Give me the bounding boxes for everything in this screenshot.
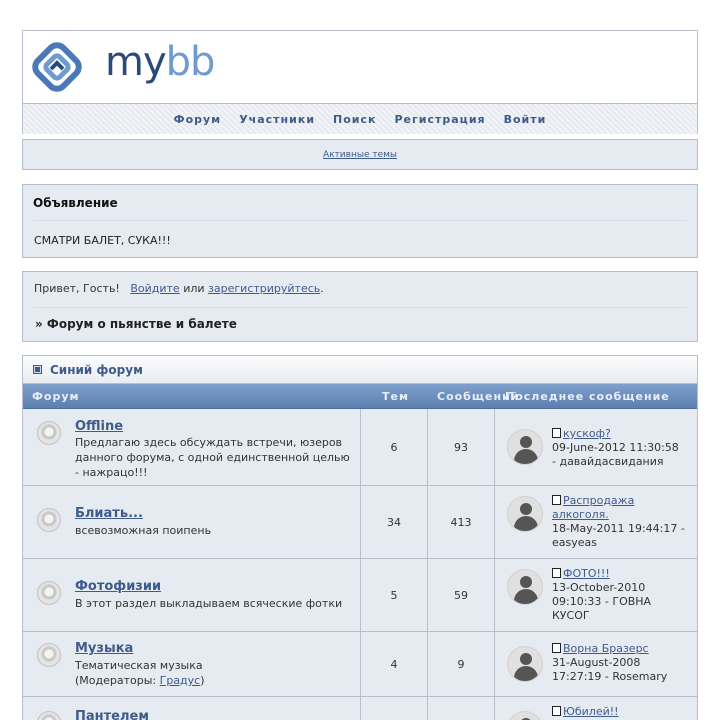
- posts-count: 93: [454, 440, 468, 454]
- post-icon: [552, 643, 561, 653]
- topics-cell: [361, 486, 428, 558]
- logo-bb: bb: [165, 39, 215, 85]
- last-post-cell: [495, 697, 697, 720]
- announcement-title: Объявление: [33, 196, 118, 210]
- post-icon: [552, 706, 561, 716]
- moderator-link[interactable]: Градус: [159, 674, 201, 687]
- avatar[interactable]: [507, 429, 543, 465]
- last-post-link[interactable]: Ворна Бразерс: [563, 642, 649, 655]
- logo-wordmark[interactable]: [105, 39, 214, 85]
- moderators-close: ): [200, 674, 205, 687]
- category-header[interactable]: [23, 356, 697, 384]
- posts-cell: [428, 559, 495, 631]
- avatar[interactable]: [507, 711, 543, 720]
- last-post-author: easyeas: [552, 536, 597, 549]
- topics-count: 34: [387, 515, 401, 529]
- top-menu: [23, 103, 697, 134]
- mybb-logo-icon[interactable]: [31, 41, 83, 93]
- forum-link[interactable]: Offline: [75, 419, 124, 434]
- topics-cell: [361, 697, 428, 720]
- forum-link[interactable]: Музыка: [75, 641, 134, 656]
- divider: [33, 220, 687, 221]
- breadcrumb[interactable]: » Форум о пьянстве и балете: [35, 317, 237, 331]
- logo-my: my: [105, 39, 166, 85]
- active-topics-bar: [22, 139, 698, 170]
- welcome-line: [34, 282, 324, 295]
- col-forum: Форум: [32, 390, 80, 403]
- last-post-cell: [495, 632, 697, 696]
- last-post-link[interactable]: кускоф?: [563, 427, 611, 440]
- last-post-link[interactable]: Распродажа алкоголя.: [552, 494, 635, 521]
- forum-status-icon: [37, 421, 61, 445]
- forum-description: всевозможная поипень: [75, 524, 212, 537]
- forum-cell: [23, 559, 361, 631]
- table-header: [23, 384, 697, 409]
- posts-count: 59: [454, 588, 468, 602]
- last-post-date: 31-August-2008 17:27:19 - Rosemary: [552, 656, 668, 683]
- category-title[interactable]: Синий форум: [50, 362, 143, 377]
- collapse-icon[interactable]: [33, 365, 42, 374]
- last-post-link[interactable]: ФОТО!!!: [563, 567, 610, 580]
- last-post-cell: [495, 409, 697, 485]
- menu-search[interactable]: Поиск: [333, 112, 377, 126]
- topics-cell: [361, 559, 428, 631]
- forum-description-text: Тематическая музыка: [75, 659, 203, 672]
- forum-description: [75, 658, 350, 688]
- login-link[interactable]: Войдите: [130, 282, 180, 295]
- divider: [33, 307, 687, 308]
- topics-cell: [361, 632, 428, 696]
- post-icon: [552, 495, 561, 505]
- avatar[interactable]: [507, 646, 543, 682]
- posts-count: 9: [457, 657, 465, 671]
- avatar[interactable]: [507, 496, 543, 532]
- logo-area: [23, 31, 697, 103]
- posts-cell: [428, 632, 495, 696]
- menu-register[interactable]: Регистрация: [394, 112, 486, 126]
- forum-description: Предлагаю здесь обсуждать встречи, юзеров данного форума, с одной единственной целью - нажрацо!!!: [75, 436, 350, 479]
- table-row: [23, 486, 697, 559]
- register-link[interactable]: зарегистрируйтесь: [208, 282, 321, 295]
- posts-cell: [428, 409, 495, 485]
- col-posts: Сообщений: [437, 390, 520, 403]
- topics-count: 5: [390, 588, 398, 602]
- topics-count: 6: [390, 440, 398, 454]
- last-post: [552, 567, 689, 623]
- forum-cell: [23, 486, 361, 558]
- forum-table: [22, 355, 698, 720]
- forum-status-icon: [37, 711, 61, 720]
- table-row: [23, 409, 697, 486]
- table-row: [23, 559, 697, 632]
- last-post-author: - давайдасвидания: [552, 455, 664, 468]
- welcome-box: [22, 271, 698, 342]
- forum-link[interactable]: Фотофизии: [75, 579, 162, 594]
- col-last-post: Последнее сообщение: [505, 390, 670, 403]
- forum-cell: [23, 632, 361, 696]
- table-row: [23, 632, 697, 697]
- post-icon: [552, 428, 561, 438]
- page-header: [22, 30, 698, 134]
- menu-forum[interactable]: Форум: [173, 112, 222, 126]
- topics-count: 4: [390, 657, 398, 671]
- posts-cell: [428, 486, 495, 558]
- posts-cell: [428, 697, 495, 720]
- menu-members[interactable]: Участники: [239, 112, 316, 126]
- last-post: [552, 642, 689, 684]
- forum-link[interactable]: Пантелем: [75, 709, 149, 720]
- active-topics-link[interactable]: Активные темы: [322, 149, 398, 160]
- post-icon: [552, 568, 561, 578]
- forum-status-icon: [37, 581, 61, 605]
- last-post-link[interactable]: Юбилей!!: [563, 705, 619, 718]
- forum-description: В этот раздел выкладываем всяческие фотки: [75, 597, 343, 610]
- last-post: [552, 427, 689, 469]
- last-post-date: 13-October-2010 09:10:33 - ГОВНА КУСОГ: [552, 581, 652, 622]
- or-text: или: [183, 282, 205, 295]
- last-post: [552, 494, 689, 550]
- topics-cell: [361, 409, 428, 485]
- forum-status-icon: [37, 643, 61, 667]
- greeting-text: Привет, Гость!: [34, 282, 120, 295]
- posts-count: 413: [450, 515, 472, 529]
- announcement-text: СМАТРИ БАЛЕТ, СУКА!!!: [34, 234, 171, 247]
- forum-cell: [23, 697, 361, 720]
- last-post-date: 09-June-2012 11:30:58: [552, 441, 679, 454]
- forum-status-icon: [37, 508, 61, 532]
- last-post-date: 18-May-2011 19:44:17 -: [552, 522, 685, 535]
- last-post-cell: [495, 559, 697, 631]
- forum-link[interactable]: Блиать...: [75, 506, 143, 521]
- table-row: [23, 697, 697, 720]
- forum-cell: [23, 409, 361, 485]
- avatar[interactable]: [507, 569, 543, 605]
- menu-login[interactable]: Войти: [503, 112, 547, 126]
- moderators-label: (Модераторы:: [75, 674, 157, 687]
- last-post-cell: [495, 486, 697, 558]
- col-topics: Тем: [382, 390, 409, 403]
- last-post: [552, 705, 689, 719]
- announcement-box: [22, 184, 698, 258]
- period-text: .: [320, 282, 324, 295]
